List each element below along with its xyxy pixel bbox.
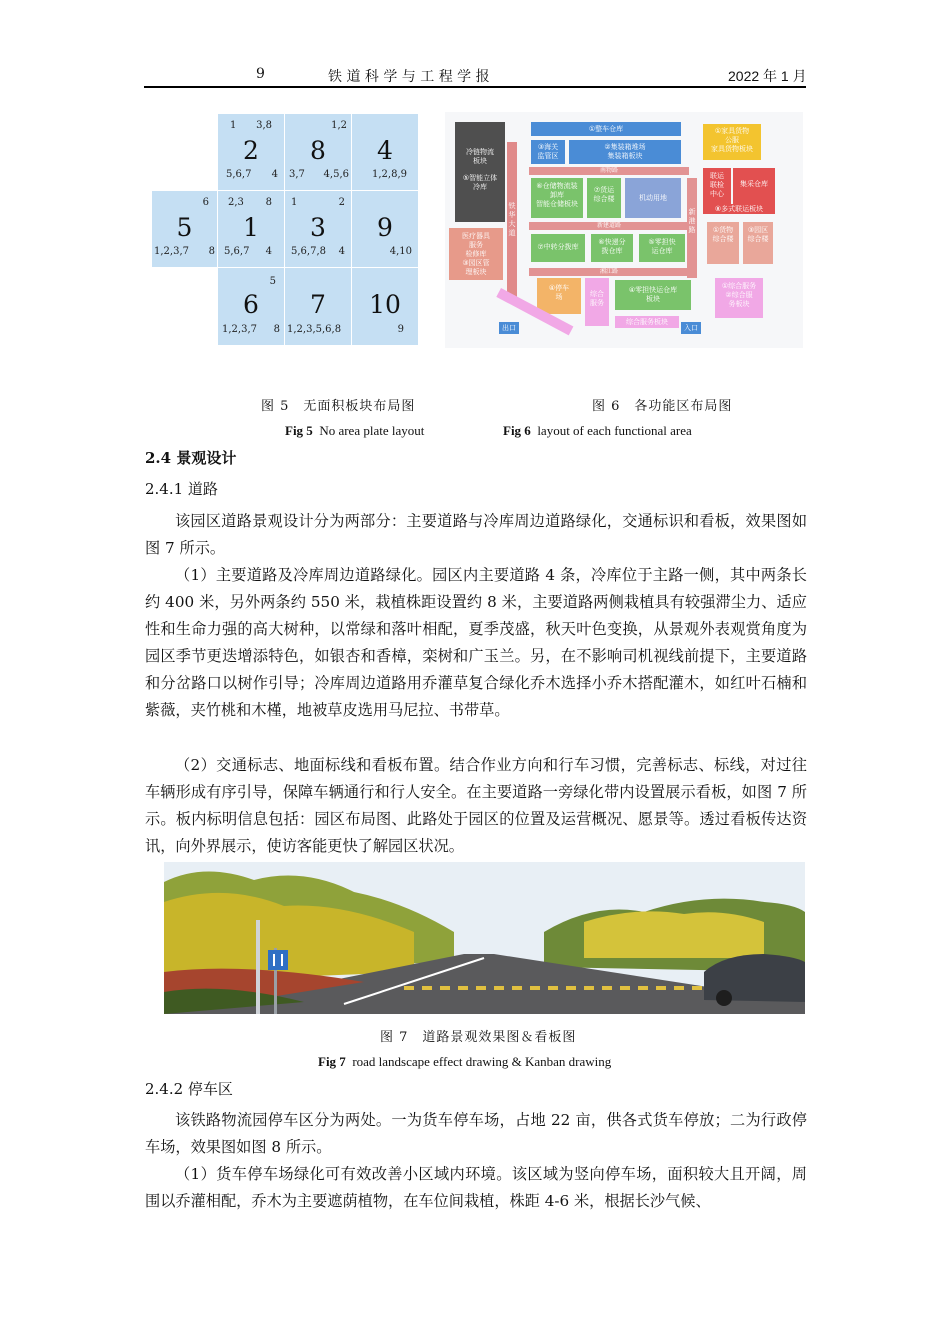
cell-adjacent-top: 1 (230, 120, 237, 131)
cell-adjacent-bottom: 5,6,7,8 (291, 246, 326, 257)
furniture-block: ①家具货物 公服 家具货物板块 (703, 124, 761, 160)
section-title: 2.4 景观设计 (145, 449, 237, 467)
cell-adjacent-bottom: 4 (265, 246, 272, 257)
cell-number: 5 (176, 213, 193, 242)
grid-cell (285, 191, 352, 268)
fig6-caption-text: layout of each functional area (537, 423, 692, 438)
cell-adjacent-bottom: 5,6,7 (224, 246, 250, 257)
cell-number: 9 (377, 213, 393, 242)
fig5-caption-en (285, 423, 424, 439)
bulk-warehouse: 集采仓库 (733, 168, 775, 204)
cell-adjacent-bottom: 8 (208, 246, 215, 257)
grid-cell (218, 114, 285, 191)
multimodal-block: ⑧多式联运板块 (703, 204, 775, 214)
cell-adjacent-top: 6 (202, 197, 209, 208)
cell-adjacent-bottom: 3,7 (289, 169, 305, 180)
service-block-bottom: 综合服务板块 (615, 316, 679, 328)
container-yard: ②集装箱堆场 集装箱板块 (569, 140, 681, 164)
grid-cell (285, 268, 352, 346)
fig5-caption-cn: 图 5 无面积板块布局图 (261, 399, 416, 414)
page-number: 9 (256, 66, 265, 82)
header-rule (144, 86, 806, 88)
road-scene (164, 862, 805, 1014)
paragraph: 该园区道路景观设计分为两部分：主要道路与冷库周边道路绿化，交通标识和看板，效果图如图 7 所示。 (145, 512, 807, 558)
paragraph: 该铁路物流园停车区分为两处。一为货车停车场，占地 22 亩，供各式货车停放；二为行政停车场，效果图如图 8 所示。 (145, 1111, 807, 1157)
cell-adjacent-bottom: 9 (397, 324, 404, 335)
block-label: 冷链物流 板块 (466, 148, 494, 165)
block-label: ⑤智能立体 冷库 (462, 174, 498, 191)
cell-number: 2 (243, 136, 259, 165)
ltl-warehouse: ⑤零担快 运仓库 (639, 234, 685, 262)
cell-adjacent-bottom: 1,2,8,9 (372, 169, 407, 180)
journal-title: 铁 道 科 学 与 工 程 学 报 (328, 69, 490, 85)
subsection-road: 2.4.1 道路 (145, 480, 218, 498)
paragraph: （1）主要道路及冷库周边道路绿化。园区内主要道路 4 条，冷库位于主路一侧，其中两条长约 400 米，另外两条约 550 米，栽植株距设置约 8 米，主要道路两侧栽植具有较强滞尘力、适应性和生命力强的高大树种，以常绿和落叶相配，夏季茂盛，秋天叶色变换，从景观外表观赏角度为园区季节更迭增添特色，如银杏和香樟，栾树和广玉兰。另，在不影响司机视线前提下，主要道路和分岔路口以树作引导；冷库周边道路用乔灌草复合绿化乔木选择小乔木搭配灌木，如红叶石楠和紫薇，夹竹桃和木槿，地被草皮选用马尼拉、书带草。 (145, 566, 807, 720)
fig7-caption-text: road landscape effect drawing & Kanban drawing (352, 1054, 612, 1069)
parking-lot: ④停车 场 (537, 278, 581, 314)
east-road: 新 港 路 (687, 178, 697, 278)
fig5-caption-text: No area plate layout (319, 423, 425, 438)
service-block-right: ①综合服务 ②综合服 务板块 (715, 278, 763, 318)
fig7-caption-en (318, 1054, 611, 1070)
cell-number: 10 (369, 290, 401, 319)
cell-adjacent-bottom: 5,6,7 (226, 169, 252, 180)
reserve-land: 机动用地 (625, 178, 681, 218)
road-label: 铁 华 大 道 (508, 202, 516, 237)
cell-number: 7 (310, 290, 326, 319)
cell-adjacent-bottom: 4 (338, 246, 345, 257)
cell-adjacent-top: 8 (265, 197, 272, 208)
cell-adjacent-bottom: 4,10 (389, 246, 412, 257)
fig7-road-photo (164, 862, 805, 1014)
storage-building: ⑦货运 综合楼 (587, 178, 621, 218)
entry-gate: 入口 (681, 322, 701, 334)
issue-date: 2022 年 1 月 (728, 68, 807, 84)
cell-adjacent-top: 1 (291, 197, 298, 208)
fig5-grid (152, 114, 419, 346)
new-road: 新建道路 (529, 222, 689, 230)
cell-adjacent-bottom: 1,2,3,7 (154, 246, 189, 257)
cell-adjacent-top: 2,3 (228, 197, 244, 208)
paragraph: （2）交通标志、地面标线和看板布置。结合作业方向和行车习惯，完善标志、标线，对过往车辆形成有序引导，保障车辆通行和行人安全。在主要道路一旁绿化带内设置展示看板，如图 7 所示。板内标明信息包括：园区布局图、此路处于园区的位置及运营概况、愿景等。透过看板传达资讯，向外界展示，使访客能更快了解园区状况。 (145, 756, 807, 856)
fig6-caption-en (503, 423, 692, 439)
south-road: 南物路 (529, 167, 689, 175)
fig6-caption-cn: 图 6 各功能区布局图 (592, 399, 733, 414)
grid-cell (218, 268, 285, 346)
cell-number: 1 (243, 213, 259, 242)
express-warehouse: ⑥快递分 拨仓库 (591, 234, 633, 262)
exit-gate: 出口 (499, 322, 519, 334)
service-building: 综合 服务 (585, 278, 609, 326)
railway-road (507, 142, 517, 302)
fig6-label: Fig 6 (503, 423, 531, 438)
cell-adjacent-bottom: 8 (273, 324, 280, 335)
fig5-label: Fig 5 (285, 423, 313, 438)
grid-cell (152, 191, 218, 268)
medical-service: 医疗器具 服务 检修库 ③园区管 理板块 (449, 228, 503, 280)
park-comprehensive: ③园区 综合楼 (743, 222, 773, 264)
logistics-center: 联运 联检 中心 (703, 168, 731, 204)
grid-cell (352, 268, 419, 346)
cell-adjacent-top: 5 (269, 276, 276, 287)
vehicle-warehouse: ①整车仓库 (531, 122, 681, 136)
cell-adjacent-bottom: 4,5,6 (323, 169, 349, 180)
fig7-caption-cn: 图 7 道路景观效果图＆看板图 (380, 1030, 577, 1045)
cell-adjacent-bottom: 1,2,3,7 (222, 324, 257, 335)
north-road: 湘江路 (529, 268, 689, 276)
fig6-layout-map (445, 112, 803, 348)
grid-cell (218, 191, 285, 268)
cell-adjacent-bottom: 1,2,3,5,6,8 (287, 324, 342, 335)
cell-adjacent-top: 1,2 (331, 120, 347, 131)
customs-zone: ③海关 监管区 (531, 140, 565, 164)
grid-cell (352, 114, 419, 191)
grid-cell (285, 114, 352, 191)
smart-warehouse: ⑥仓储物流装 卸库 智能仓储板块 (531, 178, 583, 218)
cold-chain-block (455, 122, 505, 222)
ltl-block: ④零担快运仓库 板块 (615, 280, 691, 310)
cell-adjacent-top: 2 (338, 197, 345, 208)
cell-number: 8 (310, 136, 326, 165)
cell-number: 6 (243, 290, 259, 319)
transfer-warehouse: ⑦中转分拨库 (531, 234, 585, 262)
fig7-label: Fig 7 (318, 1054, 346, 1069)
cell-adjacent-top: 3,8 (256, 120, 272, 131)
paragraph: （1）货车停车场绿化可有效改善小区域内环境。该区域为竖向停车场，面积较大且开阔，周围以乔灌相配，乔木为主要遮荫植物，在车位间栽植，株距 4-6 米，根据长沙气候、 (145, 1165, 807, 1211)
grid-cell (352, 191, 419, 268)
cargo-building: ①货物 综合楼 (707, 222, 739, 264)
cell-number: 4 (377, 136, 393, 165)
cell-number: 3 (310, 213, 326, 242)
cell-adjacent-bottom: 4 (271, 169, 278, 180)
subsection-parking: 2.4.2 停车区 (145, 1080, 233, 1098)
